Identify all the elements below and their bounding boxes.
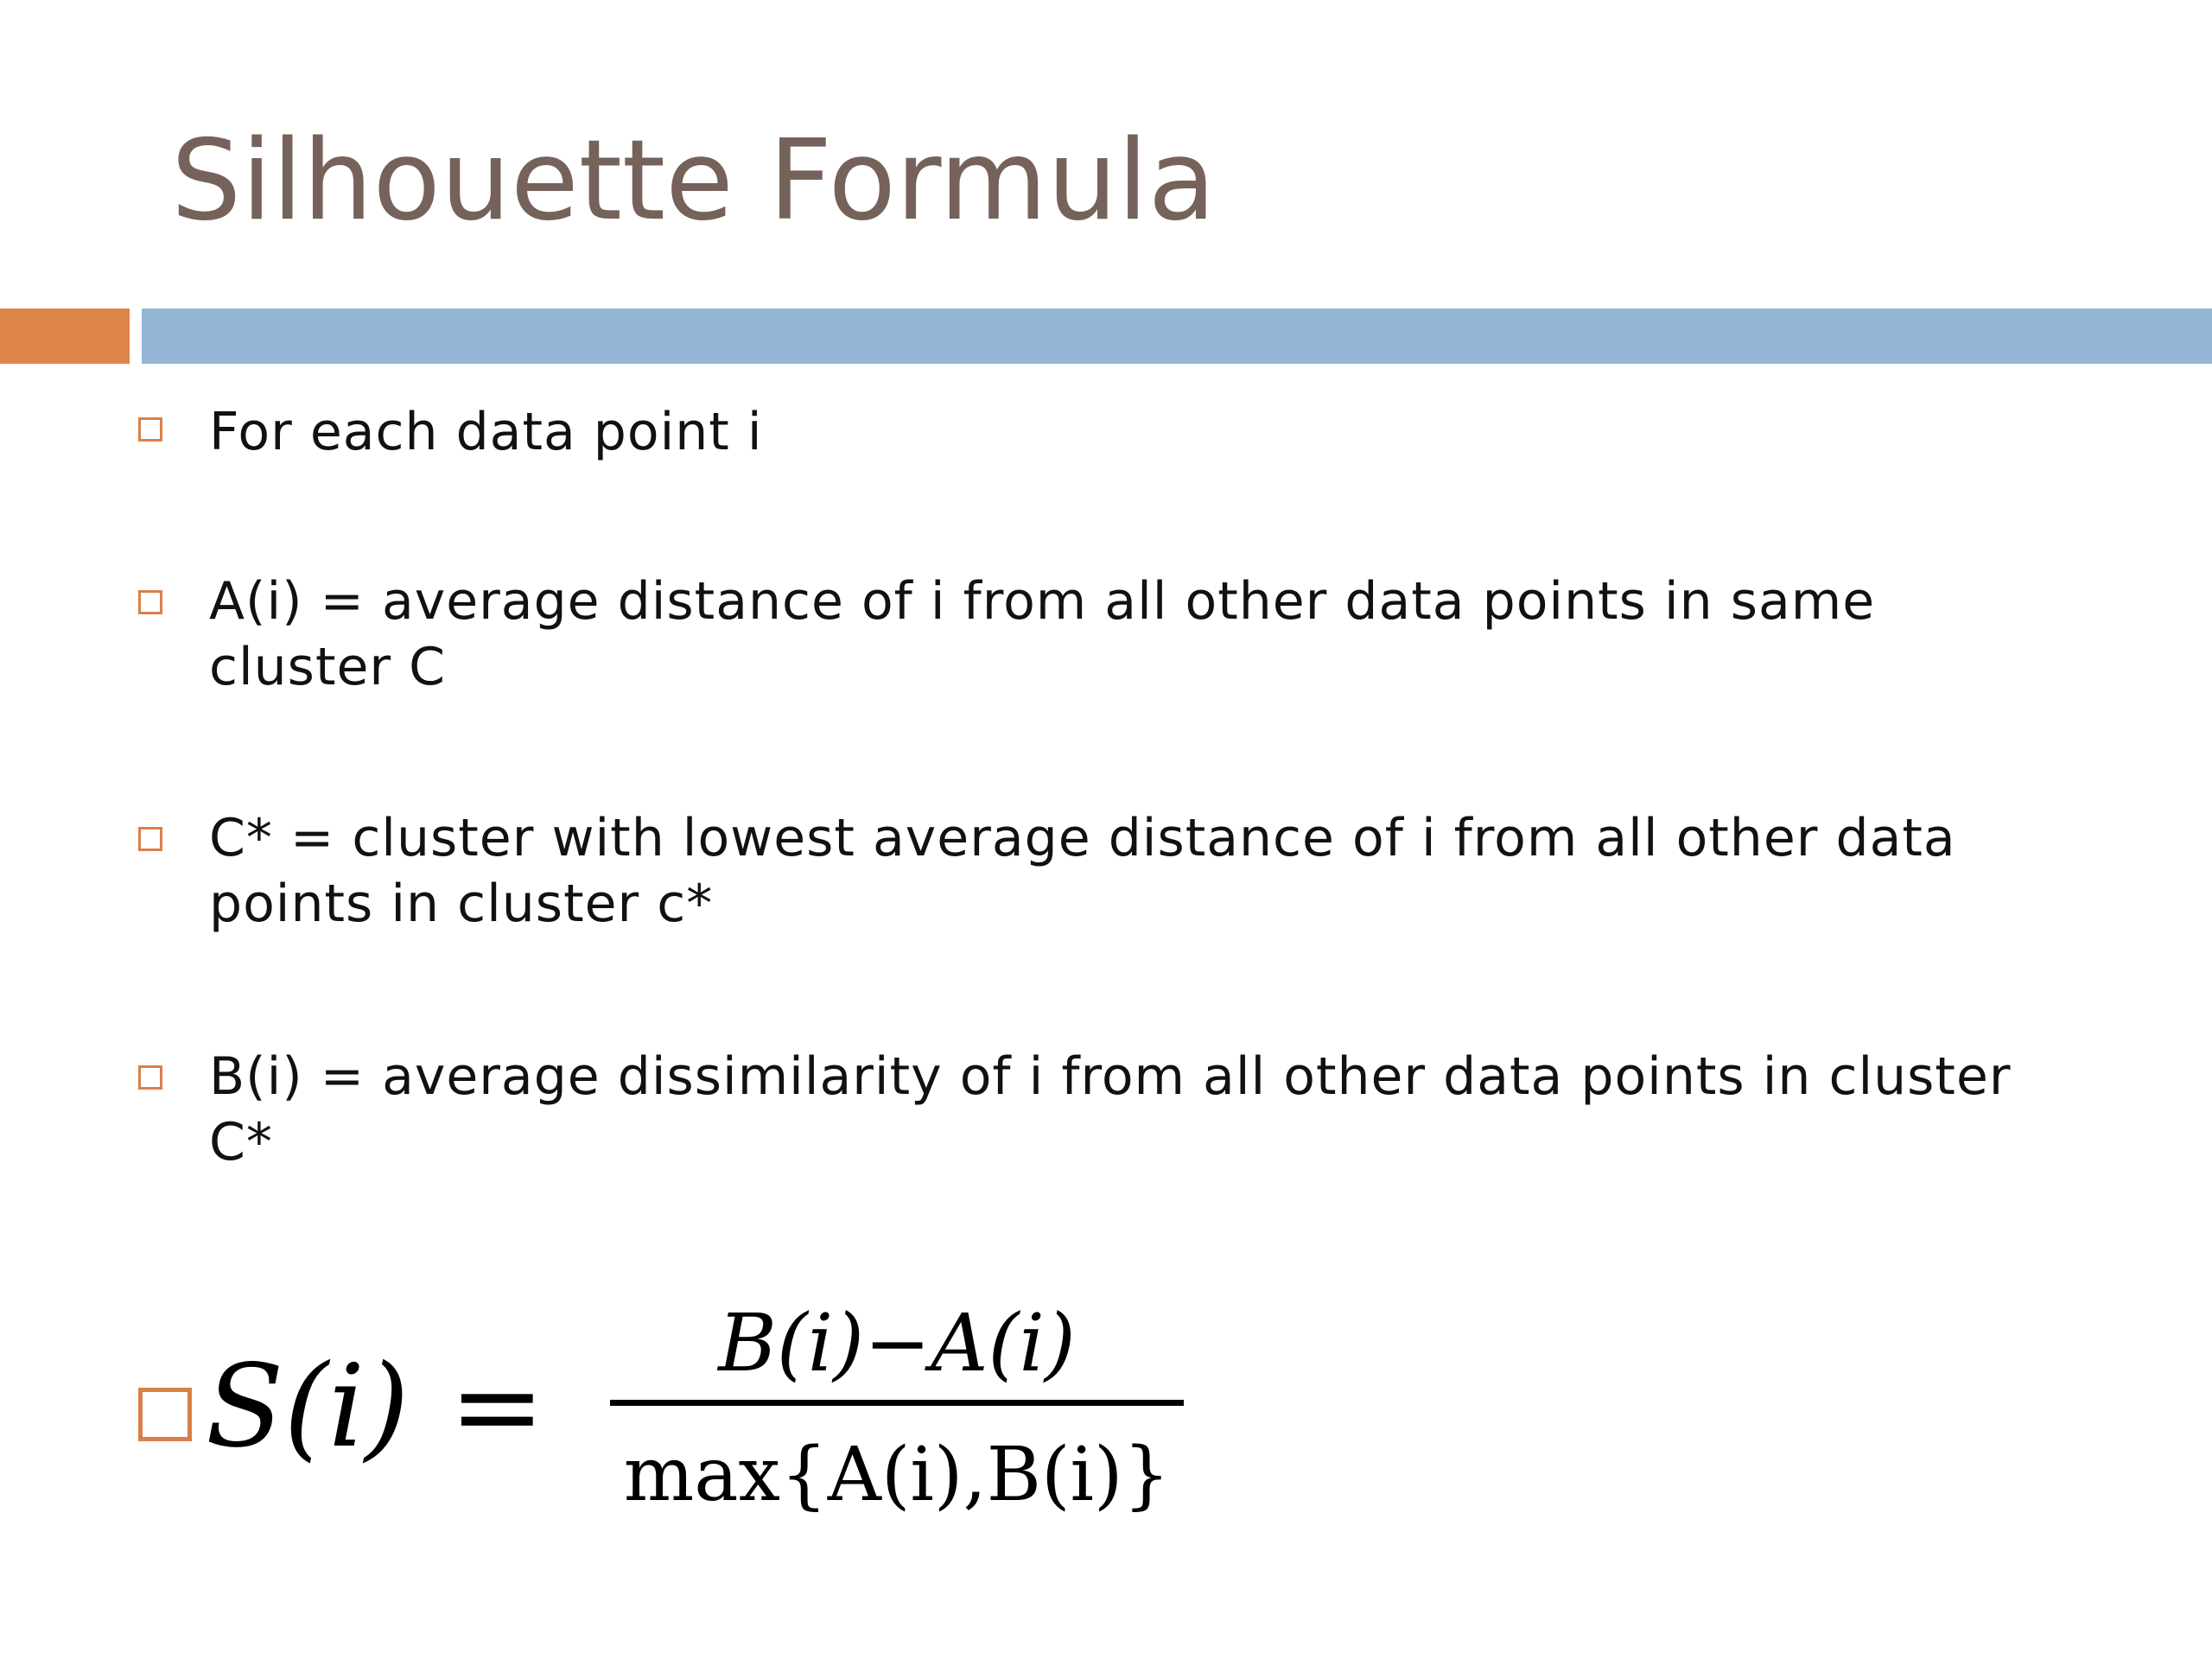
bullet-square-icon — [138, 590, 162, 614]
bullet-text: A(i) = average distance of i from all other data points in same cluster C — [209, 571, 1876, 697]
formula-bullet-square-icon — [138, 1388, 192, 1441]
bullet-square-icon — [138, 417, 162, 442]
bullet-square-icon — [138, 1065, 162, 1090]
bullet-text: For each data point i — [209, 402, 763, 462]
slide-title: Silhouette Formula — [171, 117, 1217, 245]
bullet-square-icon — [138, 827, 162, 851]
bullet-text: C* = cluster with lowest average distance of i from all other data points in cluster c* — [209, 808, 1956, 934]
accent-bar-orange — [0, 308, 130, 364]
formula-lhs: S(i) — [206, 1340, 410, 1473]
formula-equals: = — [449, 1340, 545, 1473]
accent-bar-blue — [142, 308, 2212, 364]
bullet-text: B(i) = average dissimilarity of i from all other data points in cluster C* — [209, 1046, 2012, 1173]
formula-denominator: max{A(i),B(i)} — [623, 1432, 1171, 1518]
formula-fraction-bar — [610, 1400, 1184, 1406]
formula-numerator: B(i)−A(i) — [718, 1297, 1076, 1389]
